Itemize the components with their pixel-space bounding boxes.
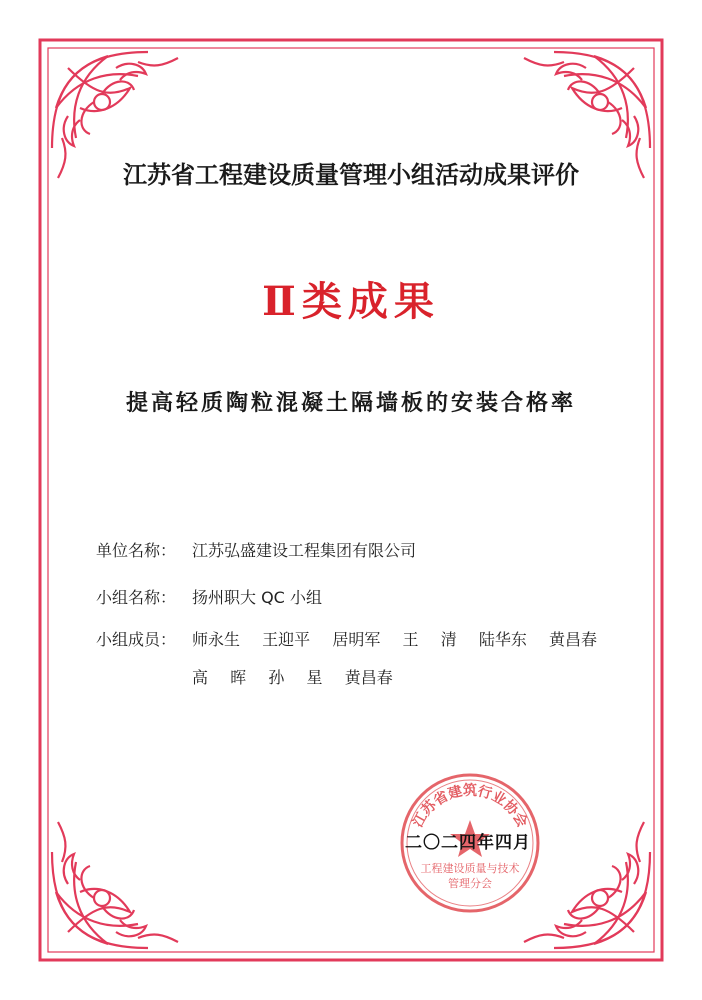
certificate-title: 江苏省工程建设质量管理小组活动成果评价	[123, 161, 579, 189]
seal-text-bottom-1: 工程建设质量与技术	[420, 862, 520, 875]
issue-date: 二〇二四年四月	[405, 833, 531, 853]
members-line-1: 师永生 王迎平 居明军 王 清 陆华东 黄昌春	[192, 630, 598, 649]
members-line-2: 高 晖 孙 星 黄昌春	[192, 668, 393, 687]
group-label: 小组名称：	[96, 588, 177, 607]
seal-text-bottom-2: 管理分会	[448, 877, 492, 890]
group-row	[96, 585, 322, 608]
unit-row	[96, 538, 416, 561]
grade-label: Ⅱ类成果	[262, 278, 440, 325]
seal-text-top: 江苏省建筑行业协会	[409, 783, 531, 831]
unit-label: 单位名称：	[96, 541, 177, 560]
unit-value: 江苏弘盛建设工程集团有限公司	[192, 541, 417, 560]
project-title: 提高轻质陶粒混凝土隔墙板的安装合格率	[125, 390, 576, 416]
group-value: 扬州职大 QC 小组	[192, 588, 322, 607]
members-label: 小组成员：	[96, 630, 177, 649]
members-row	[96, 627, 192, 650]
